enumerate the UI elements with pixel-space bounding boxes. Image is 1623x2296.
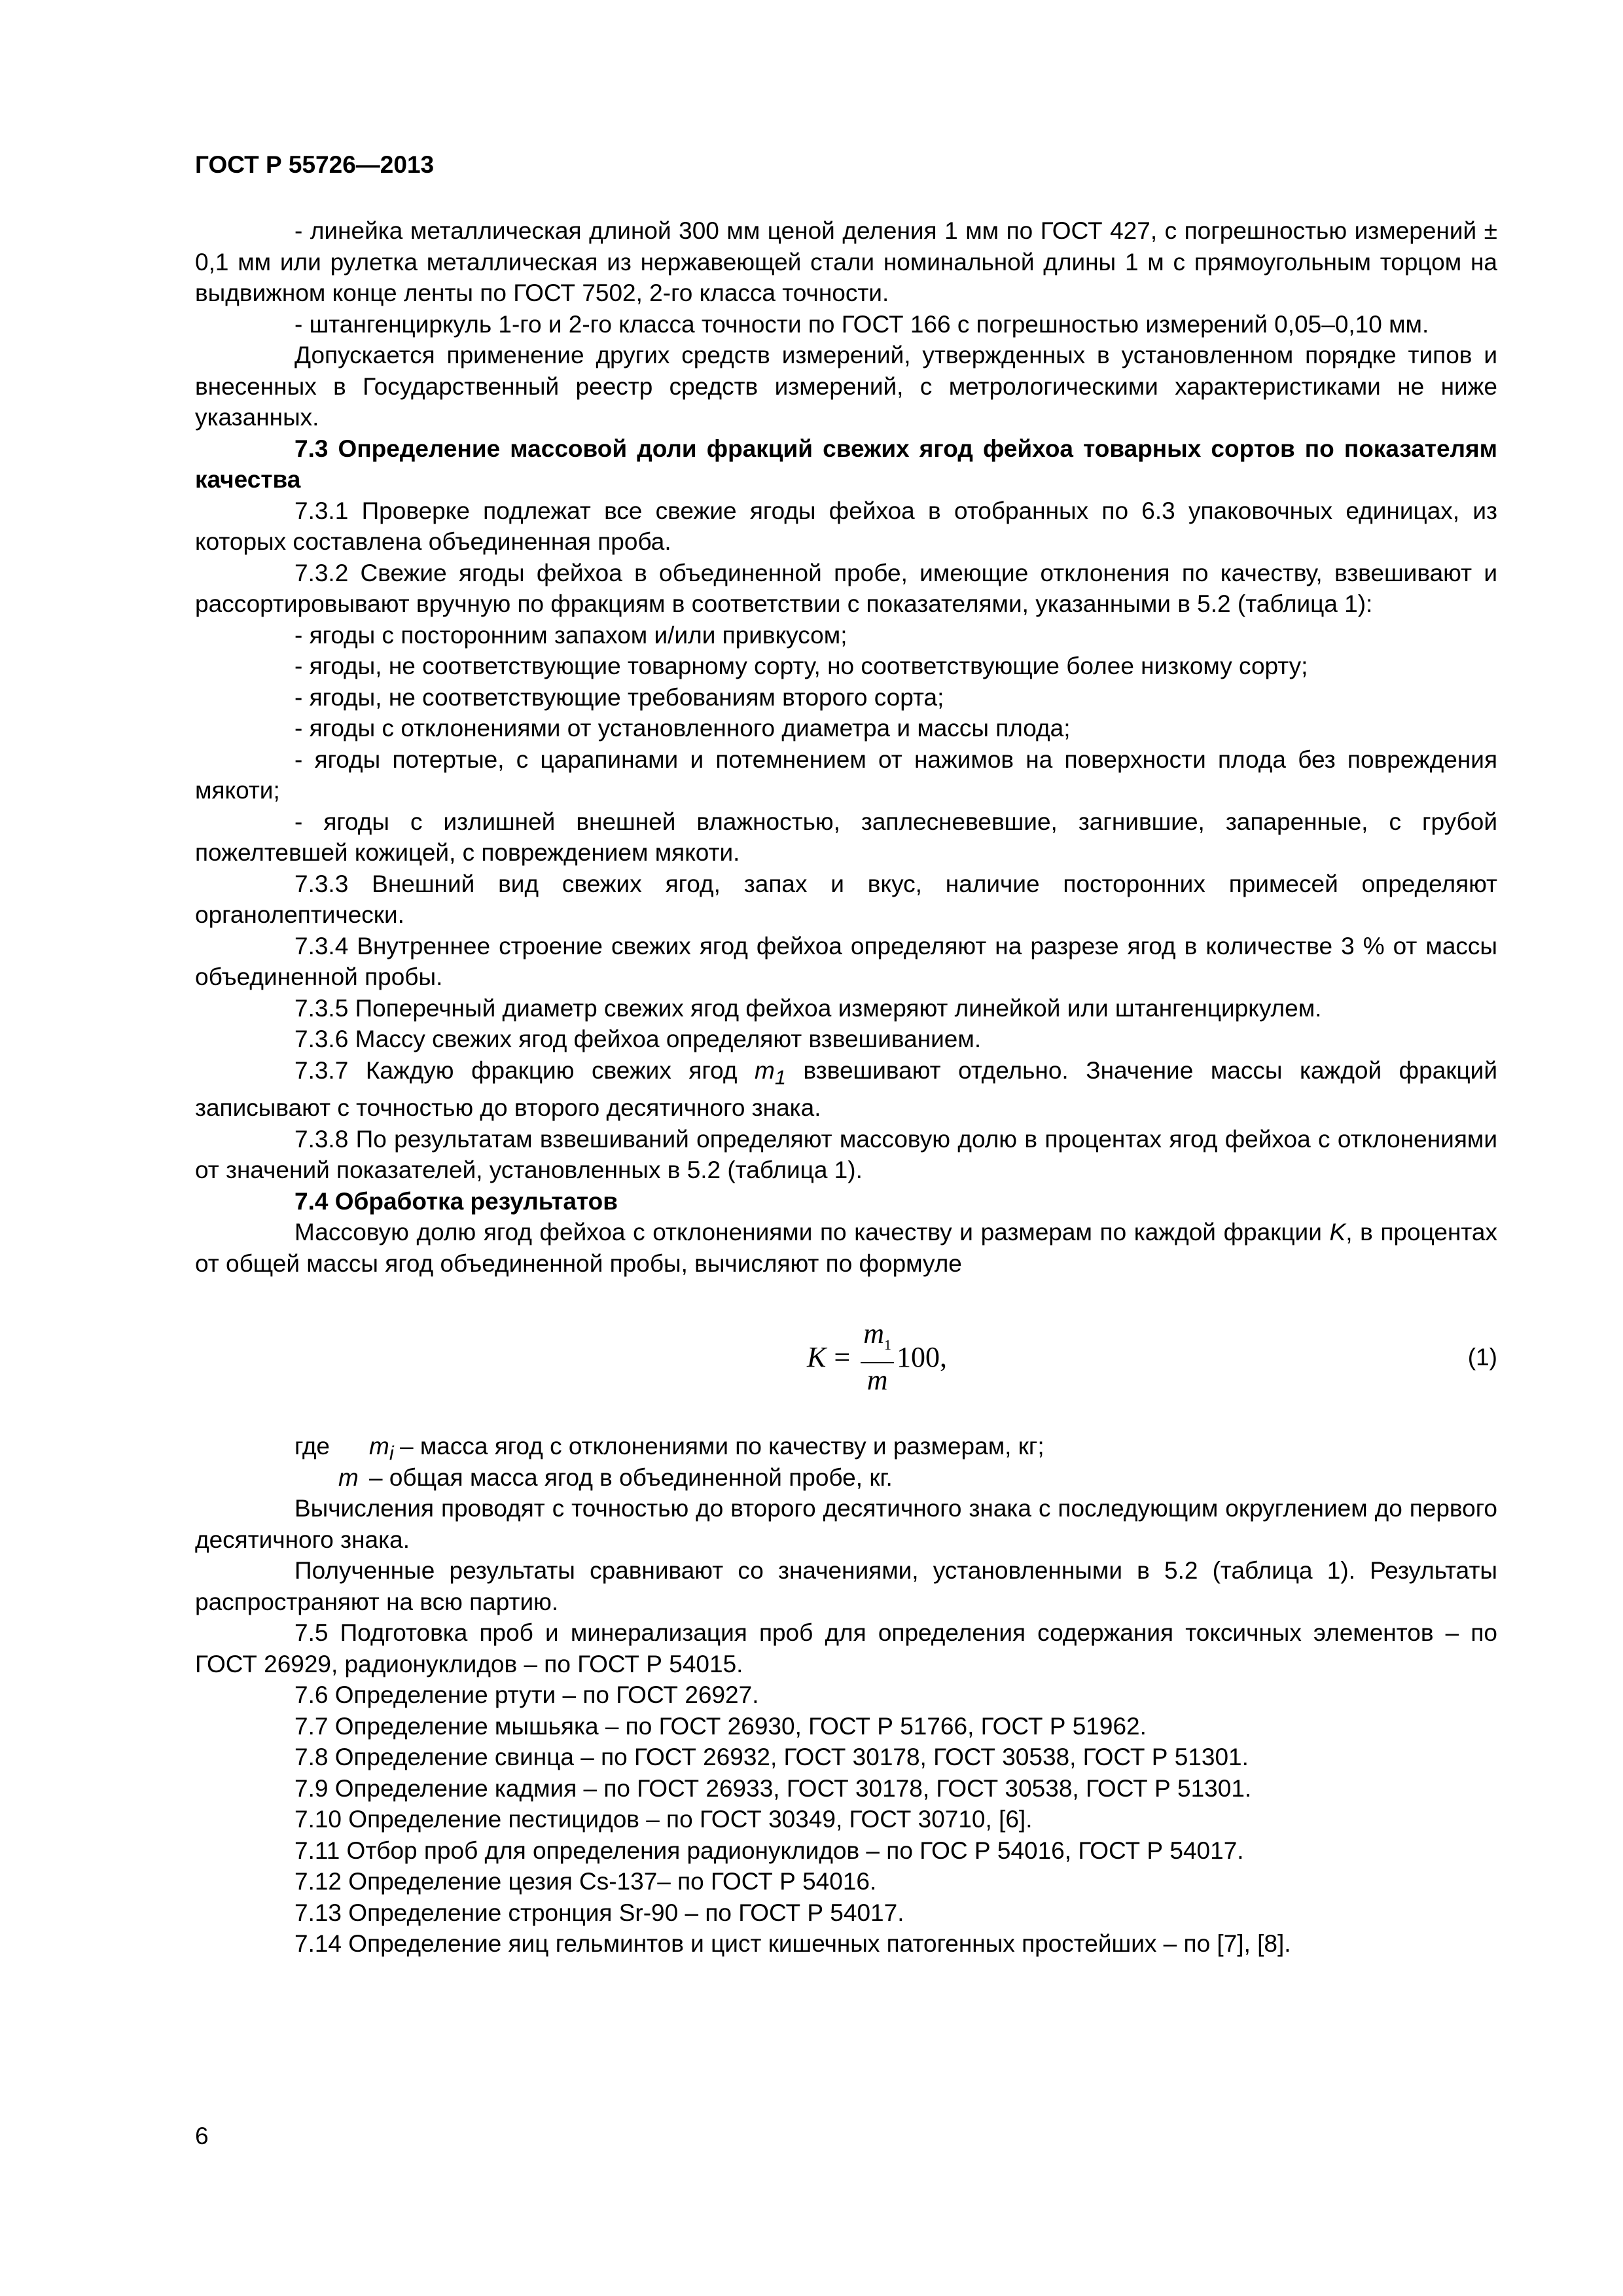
paragraph-7-3-8: 7.3.8 По результатам взвешиваний определяют массовую долю в процентах ягод фейхоа с отклонениями от значений показателей, установленных в 5.2 (таблица 1). <box>195 1125 1497 1184</box>
formula-denominator: m <box>866 1364 888 1397</box>
paragraph-7-12: 7.12 Определение цезия Cs-137– по ГОСТ Р 54016. <box>294 1868 877 1895</box>
paragraph-7-10: 7.10 Определение пестицидов – по ГОСТ 30349, ГОСТ 30710, [6]. <box>294 1806 1033 1833</box>
paragraph-7-3-6: 7.3.6 Массу свежих ягод фейхоа определяют взвешиванием. <box>294 1026 982 1052</box>
paragraph-7-3-7 <box>195 1055 1497 1124</box>
paragraph-calc-note: Вычисления проводят с точностью до второго десятичного знака с последующим округлением до первого десятичного знака. <box>195 1495 1497 1553</box>
page-number: 6 <box>195 2123 209 2149</box>
where-symbol-m: m <box>369 1433 389 1460</box>
paragraph-compare-note: Полученные результаты сравнивают со значениями, установленными в 5.2 (таблица 1). Результаты распространяют на всю партию. <box>195 1557 1497 1615</box>
document-header: ГОСТ Р 55726—2013 <box>195 151 435 178</box>
paragraph-7-11: 7.11 Отбор проб для определения радионуклидов – по ГОС Р 54016, ГОСТ Р 54017. <box>294 1837 1244 1864</box>
section-7-4-heading: 7.4 Обработка результатов <box>294 1187 618 1215</box>
list-item: - ягоды, не соответствующие товарному сорту, но соответствующие более низкому сорту; <box>294 653 1308 679</box>
list-item: - ягоды потертые, с царапинами и потемнением от нажимов на поверхности плода без повреждения мякоти; <box>195 745 1497 804</box>
formula-equals: = <box>834 1340 851 1373</box>
where-symbol-subscript: i <box>389 1441 394 1465</box>
formula-block <box>195 1279 1497 1431</box>
list-item: - ягоды с отклонениями от установленного диаметра и массы плода; <box>294 715 1071 742</box>
paragraph-7-3-5: 7.3.5 Поперечный диаметр свежих ягод фейхоа измеряют линейкой или штангенциркулем. <box>294 994 1322 1022</box>
where-label: где <box>294 1433 330 1460</box>
formula-num-symbol: m <box>863 1318 884 1350</box>
symbol-subscript: 1 <box>774 1065 786 1088</box>
paragraph-other-instruments: Допускается применение других средств измерений, утвержденных в установленном порядке типов и внесенных в Государственный реестр средств измерений, с метрологическими характеристиками не ниже указанных. <box>195 342 1497 431</box>
formula-number: (1) <box>1467 1344 1497 1371</box>
paragraph-7-14: 7.14 Определение яиц гельминтов и цист кишечных патогенных простейших – по [7], [8]. <box>294 1930 1291 1958</box>
document-body <box>195 215 1497 1960</box>
paragraph-7-5: 7.5 Подготовка проб и минерализация проб для определения содержания токсичных элементов – по ГОСТ 26929, радионуклидов – по ГОСТ Р 54015. <box>195 1619 1497 1677</box>
list-item: - ягоды, не соответствующие требованиям второго сорта; <box>294 683 944 711</box>
section-7-3-heading: 7.3 Определение массовой доли фракций свежих ягод фейхоа товарных сортов по показателям качества <box>195 435 1497 493</box>
formula-factor: 100, <box>896 1340 947 1373</box>
paragraph-7-13: 7.13 Определение стронция Sr-90 – по ГОСТ Р 54017. <box>294 1899 904 1926</box>
list-item: - ягоды с посторонним запахом и/или привкусом; <box>294 621 847 649</box>
formula <box>807 1317 947 1397</box>
paragraph-7-3-4: 7.3.4 Внутреннее строение свежих ягод фейхоа определяют на разрезе ягод в количестве 3 % от массы объединенной пробы. <box>195 932 1497 990</box>
paragraph-7-3-2: 7.3.2 Свежие ягоды фейхоа в объединенной пробе, имеющие отклонения по качеству, взвешивают и рассортировывают вручную по фракциям в соответствии с показателями, указанными в 5.2 (таблица 1): <box>195 559 1497 617</box>
where-symbol: m <box>338 1463 359 1491</box>
where-row <box>195 1431 1497 1465</box>
paragraph-7-9: 7.9 Определение кадмия – по ГОСТ 26933, ГОСТ 30178, ГОСТ 30538, ГОСТ Р 51301. <box>294 1774 1252 1802</box>
text-fragment: 7.3.7 Каждую фракцию свежих ягод <box>294 1056 755 1084</box>
text-fragment: взвешивают отдельно. Значение массы каждой фракций записывают с точностью до второго десятичного знака. <box>195 1056 1497 1122</box>
list-item: - ягоды с излишней внешней влажностью, заплесневевшие, загнившие, запаренные, с грубой пожелтевшей кожицей, с повреждением мякоти. <box>195 808 1497 866</box>
paragraph-caliper: - штангенциркуль 1-го и 2-го класса точности по ГОСТ 166 с погрешностью измерений 0,05–0,10 мм. <box>294 310 1429 338</box>
paragraph-ruler: - линейка металлическая длиной 300 мм ценой деления 1 мм по ГОСТ 427, с погрешностью измерений ± 0,1 мм или рулетка металлическая из нержавеющей стали номинальной длины 1 м с прямоугольным торцом на выдвижном конце ленты по ГОСТ 7502, 2-го класса точности. <box>195 217 1497 306</box>
where-definition: – масса ягод с отклонениями по качеству и размерам, кг; <box>400 1433 1044 1460</box>
where-row <box>195 1462 1497 1494</box>
text-fragment: , в процентах от общей массы ягод объединенной пробы, вычисляют по формуле <box>195 1219 1497 1277</box>
formula-numerator <box>861 1317 894 1363</box>
formula-lhs: K <box>807 1340 827 1373</box>
text-fragment: Массовую долю ягод фейхоа с отклонениями по качеству и размерам по каждой фракции <box>294 1219 1330 1246</box>
paragraph-7-6: 7.6 Определение ртути – по ГОСТ 26927. <box>294 1681 759 1709</box>
paragraph-7-7: 7.7 Определение мышьяка – по ГОСТ 26930, ГОСТ Р 51766, ГОСТ Р 51962. <box>294 1712 1147 1740</box>
paragraph-7-4-intro <box>195 1217 1497 1279</box>
paragraph-7-8: 7.8 Определение свинца – по ГОСТ 26932, ГОСТ 30178, ГОСТ 30538, ГОСТ Р 51301. <box>294 1744 1249 1771</box>
formula-fraction <box>861 1317 894 1397</box>
formula-num-subscript: 1 <box>883 1336 891 1354</box>
symbol-m: m <box>754 1056 775 1084</box>
paragraph-7-3-3: 7.3.3 Внешний вид свежих ягод, запах и вкус, наличие посторонних примесей определяют органолептически. <box>195 870 1497 928</box>
symbol-k: K <box>1329 1219 1346 1246</box>
where-definition: – общая масса ягод в объединенной пробе, кг. <box>369 1463 893 1491</box>
paragraph-7-3-1: 7.3.1 Проверке подлежат все свежие ягоды фейхоа в отобранных по 6.3 упаковочных единицах, из которых составлена объединенная проба. <box>195 497 1497 555</box>
